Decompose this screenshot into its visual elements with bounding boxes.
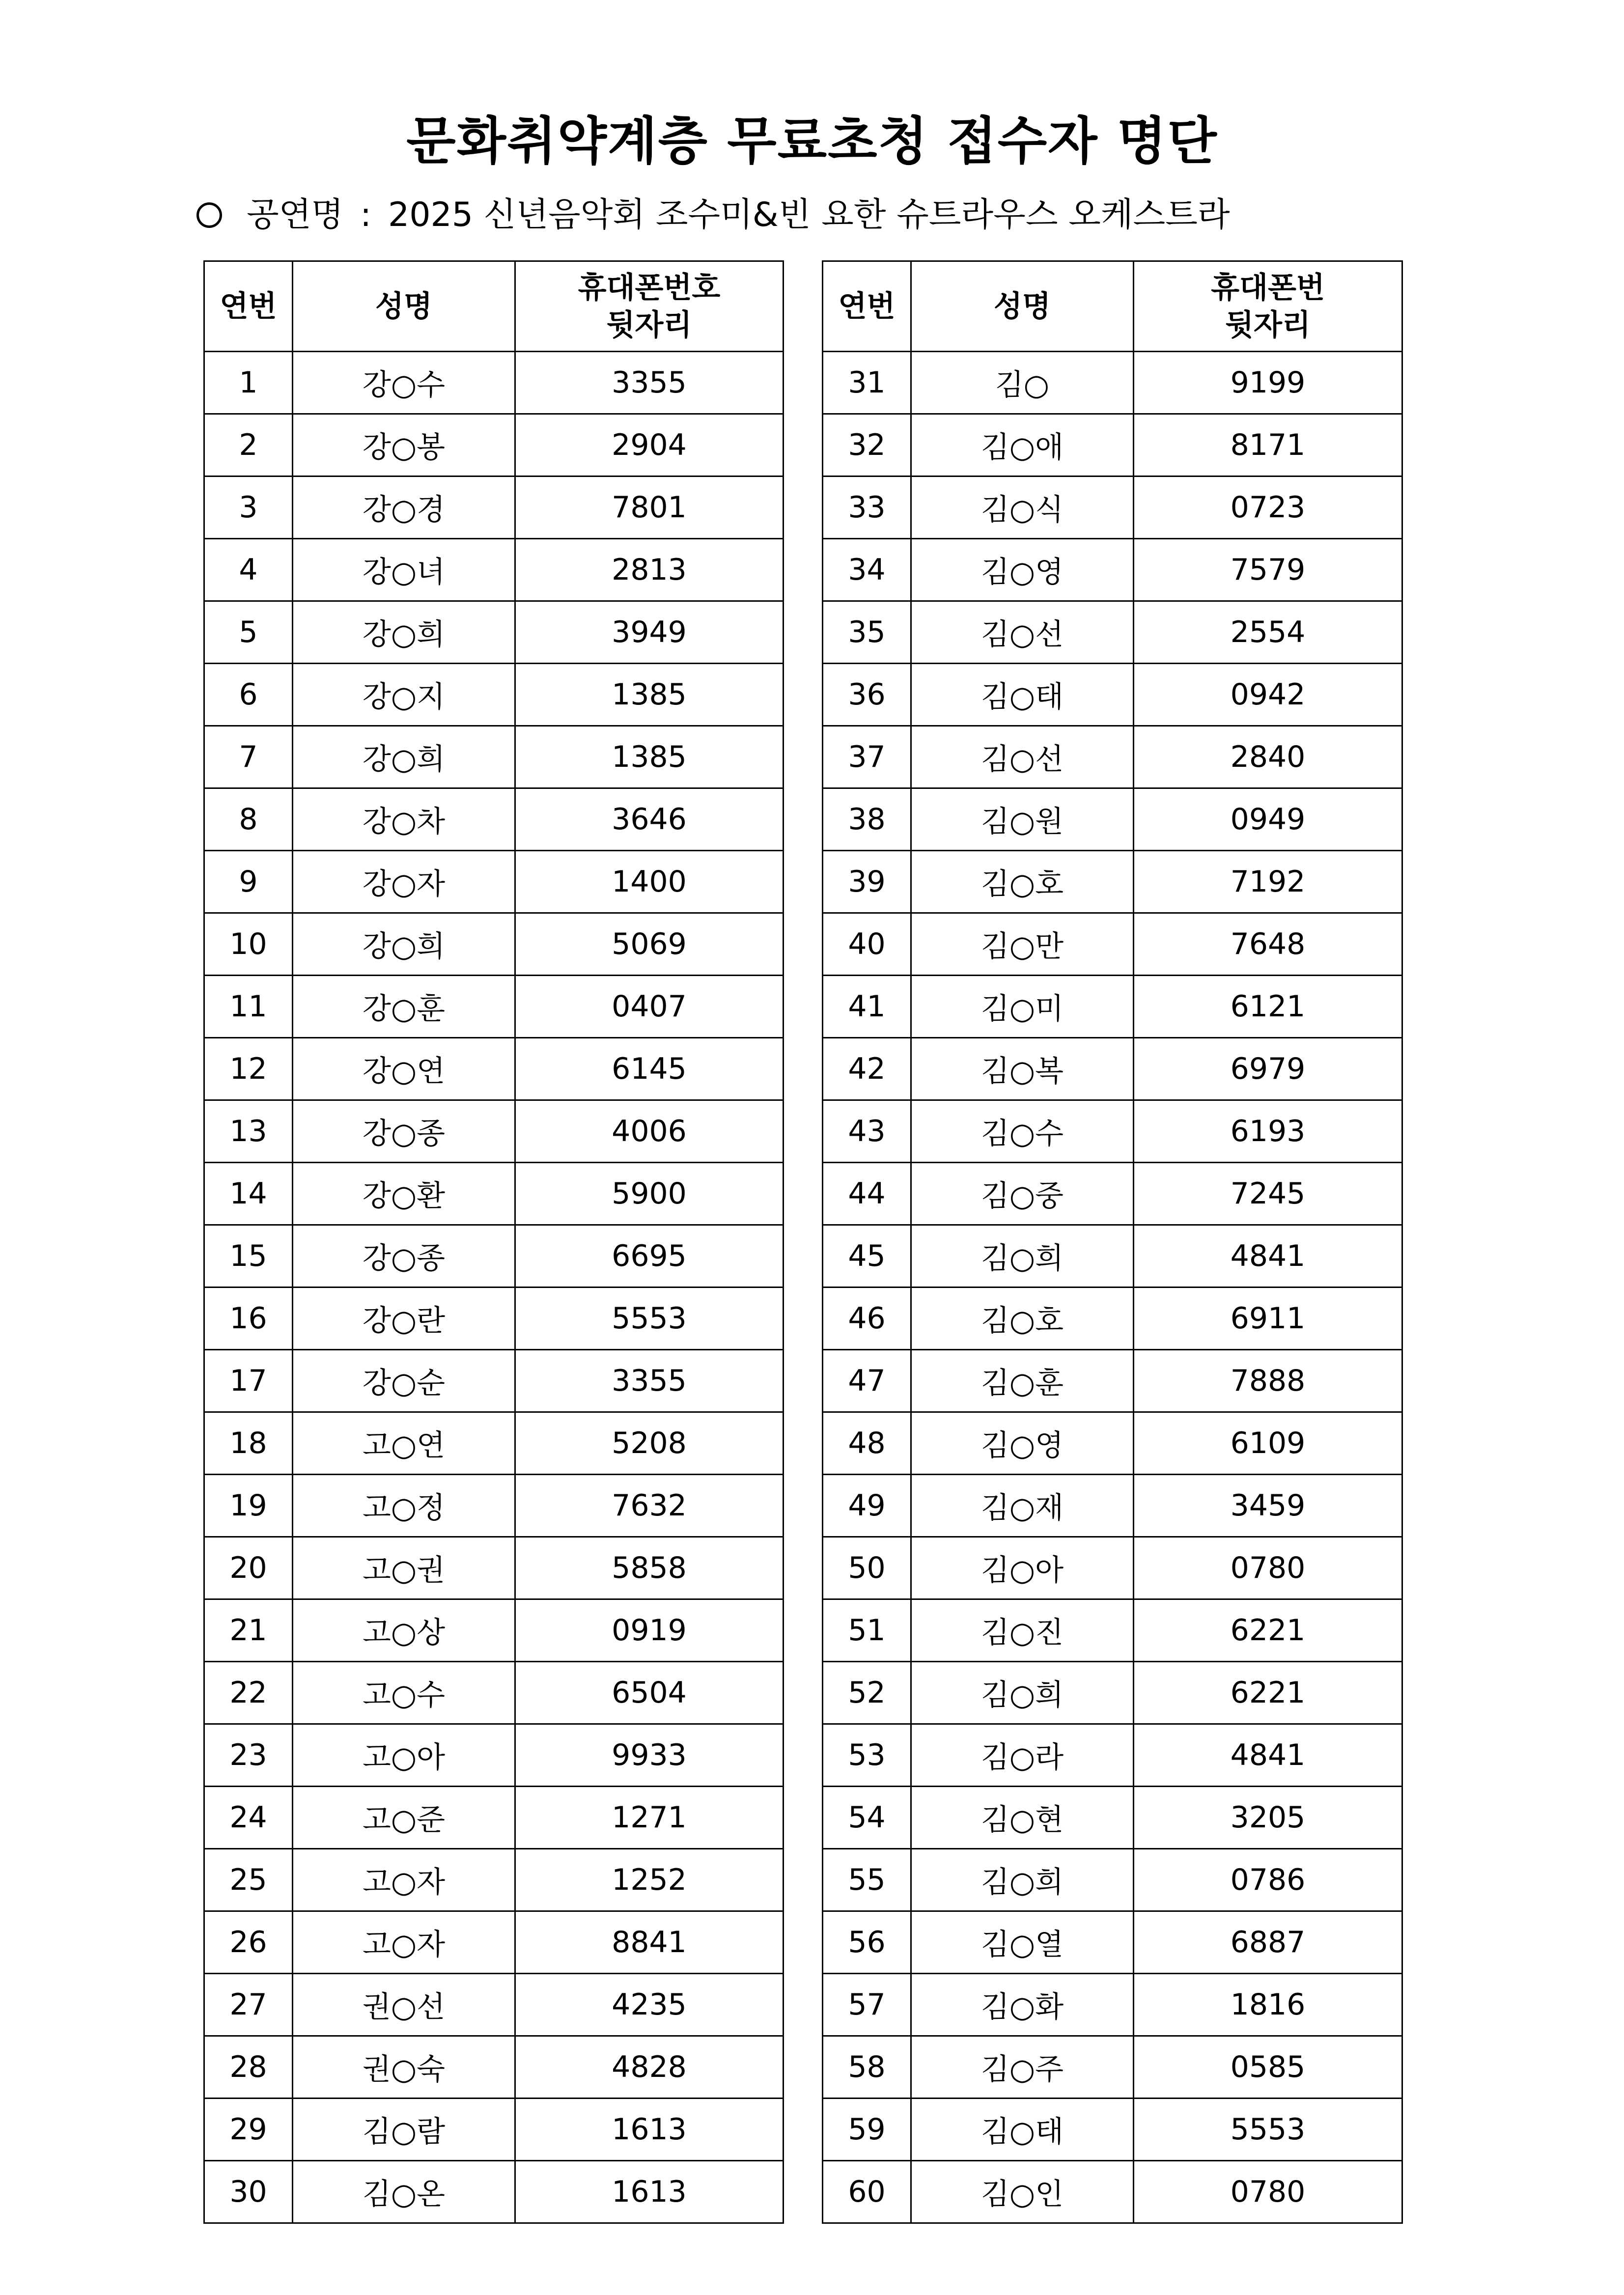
performance-separator: :	[360, 196, 371, 234]
table-row	[823, 976, 1402, 1038]
table-row	[823, 352, 1402, 414]
cell-name: 강○차	[293, 788, 515, 851]
cell-phone-last4: 3949	[515, 601, 784, 664]
cell-name: 김○복	[911, 1038, 1134, 1100]
cell-no: 23	[204, 1724, 293, 1787]
cell-phone-last4: 7245	[1134, 1163, 1402, 1225]
cell-name: 김○식	[911, 476, 1134, 539]
cell-phone-last4: 8841	[515, 1911, 784, 1974]
cell-no: 48	[823, 1412, 911, 1475]
table-row	[823, 1662, 1402, 1724]
cell-name: 고○수	[293, 1662, 515, 1724]
table-row	[204, 1787, 784, 1849]
table-row	[823, 476, 1402, 539]
cell-no: 7	[204, 726, 293, 788]
cell-no: 55	[823, 1849, 911, 1911]
cell-no: 30	[204, 2161, 293, 2223]
cell-no: 41	[823, 976, 911, 1038]
cell-phone-last4: 1400	[515, 851, 784, 913]
cell-phone-last4: 0949	[1134, 788, 1402, 851]
cell-name: 고○자	[293, 1849, 515, 1911]
table-row	[823, 1350, 1402, 1412]
table-row	[204, 1724, 784, 1787]
cell-phone-last4: 0780	[1134, 1537, 1402, 1599]
cell-name: 고○정	[293, 1475, 515, 1537]
cell-name: 고○준	[293, 1787, 515, 1849]
table-row	[204, 851, 784, 913]
cell-name: 강○희	[293, 601, 515, 664]
table-row	[823, 1287, 1402, 1350]
cell-no: 16	[204, 1287, 293, 1350]
cell-no: 8	[204, 788, 293, 851]
table-row	[204, 601, 784, 664]
cell-no: 34	[823, 539, 911, 601]
cell-no: 25	[204, 1849, 293, 1911]
cell-no: 18	[204, 1412, 293, 1475]
table-row	[204, 2036, 784, 2099]
cell-phone-last4: 4841	[1134, 1225, 1402, 1287]
cell-no: 10	[204, 913, 293, 976]
table-row	[823, 1225, 1402, 1287]
table-row	[823, 1038, 1402, 1100]
cell-name: 김○미	[911, 976, 1134, 1038]
cell-phone-last4: 1385	[515, 664, 784, 726]
cell-phone-last4: 1816	[1134, 1974, 1402, 2036]
cell-name: 김○현	[911, 1787, 1134, 1849]
cell-name: 강○수	[293, 352, 515, 414]
table-row	[204, 1662, 784, 1724]
performance-label: 공연명	[247, 196, 344, 234]
cell-phone-last4: 0786	[1134, 1849, 1402, 1911]
table-header-row	[823, 261, 1402, 352]
cell-no: 3	[204, 476, 293, 539]
table-row	[823, 1911, 1402, 1974]
cell-no: 21	[204, 1599, 293, 1662]
cell-no: 58	[823, 2036, 911, 2099]
table-row	[823, 2036, 1402, 2099]
table-row	[204, 539, 784, 601]
table-row	[823, 414, 1402, 476]
table-row	[823, 1163, 1402, 1225]
cell-no: 36	[823, 664, 911, 726]
cell-name: 고○권	[293, 1537, 515, 1599]
cell-phone-last4: 0919	[515, 1599, 784, 1662]
performance-name: 2025 신년음악회 조수미&빈 요한 슈트라우스 오케스트라	[388, 196, 1230, 234]
header-phone	[515, 261, 784, 352]
table-row	[204, 1475, 784, 1537]
table-row	[823, 1849, 1402, 1911]
cell-name: 김○희	[911, 1225, 1134, 1287]
cell-phone-last4: 0780	[1134, 2161, 1402, 2223]
cell-phone-last4: 3355	[515, 1350, 784, 1412]
cell-name: 김○태	[911, 2099, 1134, 2161]
cell-no: 46	[823, 1287, 911, 1350]
table-row	[204, 1911, 784, 1974]
table-row	[823, 1475, 1402, 1537]
cell-name: 김○중	[911, 1163, 1134, 1225]
cell-no: 13	[204, 1100, 293, 1163]
table-row	[823, 539, 1402, 601]
circle-bullet-icon	[196, 202, 222, 228]
header-phone-line2: 뒷자리	[606, 308, 692, 342]
cell-name: 김○수	[911, 1100, 1134, 1163]
cell-name: 김○훈	[911, 1350, 1134, 1412]
cell-no: 51	[823, 1599, 911, 1662]
cell-name: 강○종	[293, 1100, 515, 1163]
cell-no: 28	[204, 2036, 293, 2099]
cell-name: 강○자	[293, 851, 515, 913]
table-row	[823, 1787, 1402, 1849]
cell-name: 강○경	[293, 476, 515, 539]
cell-phone-last4: 6504	[515, 1662, 784, 1724]
cell-phone-last4: 6109	[1134, 1412, 1402, 1475]
header-name: 성명	[911, 261, 1134, 352]
table-row	[823, 1412, 1402, 1475]
cell-no: 44	[823, 1163, 911, 1225]
cell-name: 김○아	[911, 1537, 1134, 1599]
table-row	[204, 788, 784, 851]
cell-phone-last4: 3355	[515, 352, 784, 414]
cell-phone-last4: 1385	[515, 726, 784, 788]
cell-phone-last4: 5900	[515, 1163, 784, 1225]
cell-name: 김○호	[911, 1287, 1134, 1350]
cell-name: 김○만	[911, 913, 1134, 976]
table-row	[823, 2161, 1402, 2223]
table-row	[204, 1287, 784, 1350]
cell-no: 19	[204, 1475, 293, 1537]
cell-name: 김○희	[911, 1662, 1134, 1724]
cell-no: 38	[823, 788, 911, 851]
cell-no: 56	[823, 1911, 911, 1974]
table-row	[204, 1100, 784, 1163]
cell-phone-last4: 5208	[515, 1412, 784, 1475]
cell-phone-last4: 6221	[1134, 1599, 1402, 1662]
cell-name: 김○재	[911, 1475, 1134, 1537]
table-row	[823, 913, 1402, 976]
cell-name: 김○	[911, 352, 1134, 414]
cell-phone-last4: 2813	[515, 539, 784, 601]
cell-name: 강○순	[293, 1350, 515, 1412]
cell-name: 김○라	[911, 1724, 1134, 1787]
cell-phone-last4: 7579	[1134, 539, 1402, 601]
table-row	[204, 352, 784, 414]
cell-name: 강○희	[293, 913, 515, 976]
cell-no: 50	[823, 1537, 911, 1599]
table-row	[204, 414, 784, 476]
cell-phone-last4: 6193	[1134, 1100, 1402, 1163]
table-row	[204, 976, 784, 1038]
cell-no: 47	[823, 1350, 911, 1412]
cell-no: 6	[204, 664, 293, 726]
cell-name: 김○선	[911, 726, 1134, 788]
header-no: 연번	[204, 261, 293, 352]
cell-name: 김○희	[911, 1849, 1134, 1911]
cell-no: 39	[823, 851, 911, 913]
cell-phone-last4: 5069	[515, 913, 784, 976]
cell-phone-last4: 7888	[1134, 1350, 1402, 1412]
table-row	[204, 1974, 784, 2036]
cell-phone-last4: 8171	[1134, 414, 1402, 476]
header-name: 성명	[293, 261, 515, 352]
cell-no: 60	[823, 2161, 911, 2223]
cell-no: 35	[823, 601, 911, 664]
cell-name: 김○인	[911, 2161, 1134, 2223]
cell-phone-last4: 9933	[515, 1724, 784, 1787]
cell-name: 강○녀	[293, 539, 515, 601]
cell-name: 김○화	[911, 1974, 1134, 2036]
header-phone-line1: 휴대폰번	[1211, 270, 1325, 305]
cell-phone-last4: 6695	[515, 1225, 784, 1287]
cell-no: 1	[204, 352, 293, 414]
header-phone-line2: 뒷자리	[1225, 308, 1311, 342]
cell-phone-last4: 6145	[515, 1038, 784, 1100]
cell-phone-last4: 2840	[1134, 726, 1402, 788]
cell-no: 57	[823, 1974, 911, 2036]
cell-name: 강○연	[293, 1038, 515, 1100]
cell-no: 53	[823, 1724, 911, 1787]
cell-no: 11	[204, 976, 293, 1038]
table-row	[204, 1038, 784, 1100]
cell-phone-last4: 5858	[515, 1537, 784, 1599]
cell-no: 37	[823, 726, 911, 788]
cell-no: 54	[823, 1787, 911, 1849]
cell-name: 강○봉	[293, 414, 515, 476]
table-row	[823, 601, 1402, 664]
cell-name: 강○희	[293, 726, 515, 788]
cell-name: 김○온	[293, 2161, 515, 2223]
cell-name: 김○영	[911, 1412, 1134, 1475]
table-row	[204, 2161, 784, 2223]
cell-no: 52	[823, 1662, 911, 1724]
cell-no: 42	[823, 1038, 911, 1100]
header-no: 연번	[823, 261, 911, 352]
cell-no: 4	[204, 539, 293, 601]
cell-name: 권○숙	[293, 2036, 515, 2099]
cell-no: 17	[204, 1350, 293, 1412]
header-phone-line1: 휴대폰번호	[578, 270, 721, 305]
cell-phone-last4: 4006	[515, 1100, 784, 1163]
cell-phone-last4: 1613	[515, 2099, 784, 2161]
cell-phone-last4: 4828	[515, 2036, 784, 2099]
cell-name: 김○람	[293, 2099, 515, 2161]
cell-no: 40	[823, 913, 911, 976]
table-row	[823, 1599, 1402, 1662]
cell-no: 12	[204, 1038, 293, 1100]
cell-name: 김○영	[911, 539, 1134, 601]
table-row	[823, 664, 1402, 726]
cell-no: 20	[204, 1537, 293, 1599]
cell-name: 강○란	[293, 1287, 515, 1350]
table-row	[204, 913, 784, 976]
cell-name: 김○호	[911, 851, 1134, 913]
cell-phone-last4: 0585	[1134, 2036, 1402, 2099]
table-row	[204, 1350, 784, 1412]
cell-name: 강○환	[293, 1163, 515, 1225]
cell-phone-last4: 0942	[1134, 664, 1402, 726]
cell-no: 14	[204, 1163, 293, 1225]
table-row	[823, 1974, 1402, 2036]
cell-name: 고○자	[293, 1911, 515, 1974]
cell-phone-last4: 1271	[515, 1787, 784, 1849]
table-row	[823, 788, 1402, 851]
cell-no: 9	[204, 851, 293, 913]
cell-phone-last4: 7801	[515, 476, 784, 539]
table-row	[204, 476, 784, 539]
cell-phone-last4: 4235	[515, 1974, 784, 2036]
cell-phone-last4: 5553	[515, 1287, 784, 1350]
cell-name: 김○주	[911, 2036, 1134, 2099]
cell-no: 27	[204, 1974, 293, 2036]
cell-phone-last4: 1252	[515, 1849, 784, 1911]
cell-phone-last4: 7632	[515, 1475, 784, 1537]
cell-no: 24	[204, 1787, 293, 1849]
table-row	[204, 1537, 784, 1599]
cell-no: 5	[204, 601, 293, 664]
cell-name: 강○지	[293, 664, 515, 726]
cell-phone-last4: 7192	[1134, 851, 1402, 913]
cell-name: 김○애	[911, 414, 1134, 476]
table-row	[823, 1537, 1402, 1599]
performance-line	[196, 186, 1230, 245]
recipient-table-left	[203, 260, 784, 2224]
cell-no: 43	[823, 1100, 911, 1163]
cell-name: 김○진	[911, 1599, 1134, 1662]
cell-phone-last4: 9199	[1134, 352, 1402, 414]
cell-name: 고○연	[293, 1412, 515, 1475]
cell-phone-last4: 1613	[515, 2161, 784, 2223]
cell-name: 김○선	[911, 601, 1134, 664]
cell-name: 김○원	[911, 788, 1134, 851]
cell-name: 강○훈	[293, 976, 515, 1038]
cell-phone-last4: 6221	[1134, 1662, 1402, 1724]
table-row	[204, 1225, 784, 1287]
cell-name: 고○상	[293, 1599, 515, 1662]
cell-no: 31	[823, 352, 911, 414]
cell-name: 김○열	[911, 1911, 1134, 1974]
cell-phone-last4: 2554	[1134, 601, 1402, 664]
cell-no: 22	[204, 1662, 293, 1724]
table-row	[823, 1100, 1402, 1163]
page-title: 문화취약계층 무료초청 접수자 명단	[406, 111, 1218, 171]
cell-phone-last4: 4841	[1134, 1724, 1402, 1787]
cell-no: 26	[204, 1911, 293, 1974]
cell-phone-last4: 0723	[1134, 476, 1402, 539]
cell-phone-last4: 7648	[1134, 913, 1402, 976]
table-row	[204, 1599, 784, 1662]
cell-name: 강○종	[293, 1225, 515, 1287]
cell-no: 49	[823, 1475, 911, 1537]
table-body-left	[204, 352, 784, 2223]
cell-no: 2	[204, 414, 293, 476]
header-phone	[1134, 261, 1402, 352]
cell-phone-last4: 3459	[1134, 1475, 1402, 1537]
cell-phone-last4: 3205	[1134, 1787, 1402, 1849]
table-row	[204, 664, 784, 726]
cell-phone-last4: 2904	[515, 414, 784, 476]
table-row	[204, 1163, 784, 1225]
cell-name: 고○아	[293, 1724, 515, 1787]
cell-no: 29	[204, 2099, 293, 2161]
table-row	[823, 2099, 1402, 2161]
cell-no: 59	[823, 2099, 911, 2161]
table-row	[204, 1412, 784, 1475]
table-row	[204, 726, 784, 788]
cell-no: 32	[823, 414, 911, 476]
table-row	[204, 1849, 784, 1911]
cell-phone-last4: 5553	[1134, 2099, 1402, 2161]
cell-phone-last4: 0407	[515, 976, 784, 1038]
cell-phone-last4: 6911	[1134, 1287, 1402, 1350]
table-row	[204, 2099, 784, 2161]
table-row	[823, 726, 1402, 788]
cell-no: 15	[204, 1225, 293, 1287]
cell-name: 김○태	[911, 664, 1134, 726]
cell-phone-last4: 3646	[515, 788, 784, 851]
cell-no: 33	[823, 476, 911, 539]
cell-phone-last4: 6887	[1134, 1911, 1402, 1974]
cell-phone-last4: 6121	[1134, 976, 1402, 1038]
table-row	[823, 1724, 1402, 1787]
cell-phone-last4: 6979	[1134, 1038, 1402, 1100]
recipient-table-right	[822, 260, 1403, 2224]
table-body-right	[823, 352, 1402, 2223]
table-header-row	[204, 261, 784, 352]
cell-no: 45	[823, 1225, 911, 1287]
cell-name: 권○선	[293, 1974, 515, 2036]
table-row	[823, 851, 1402, 913]
